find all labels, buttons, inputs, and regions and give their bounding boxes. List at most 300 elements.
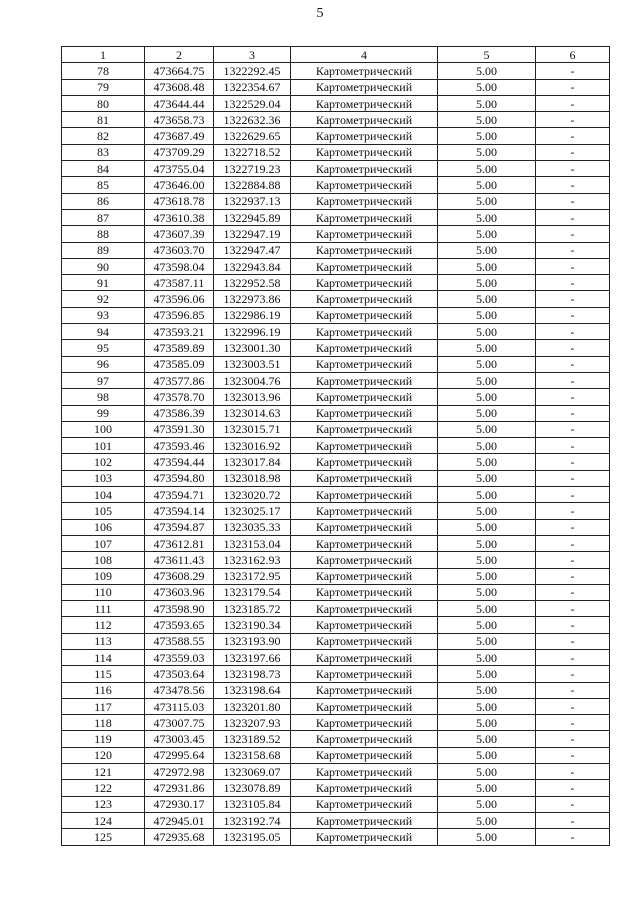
y-coordinate-cell: 1323078.89 bbox=[214, 780, 291, 796]
accuracy-cell: 5.00 bbox=[438, 193, 536, 209]
accuracy-cell: 5.00 bbox=[438, 405, 536, 421]
description-cell: - bbox=[536, 161, 610, 177]
y-coordinate-cell: 1323179.54 bbox=[214, 584, 291, 600]
x-coordinate-cell: 473644.44 bbox=[145, 95, 214, 111]
table-row bbox=[62, 421, 610, 437]
y-coordinate-cell: 1323014.63 bbox=[214, 405, 291, 421]
x-coordinate-cell: 473612.81 bbox=[145, 535, 214, 551]
method-cell: Картометрический bbox=[291, 796, 438, 812]
accuracy-cell: 5.00 bbox=[438, 421, 536, 437]
accuracy-cell: 5.00 bbox=[438, 63, 536, 79]
description-cell: - bbox=[536, 796, 610, 812]
y-coordinate-cell: 1323016.92 bbox=[214, 438, 291, 454]
table-row bbox=[62, 780, 610, 796]
description-cell: - bbox=[536, 128, 610, 144]
accuracy-cell: 5.00 bbox=[438, 209, 536, 225]
point-number-cell: 94 bbox=[62, 324, 145, 340]
accuracy-cell: 5.00 bbox=[438, 666, 536, 682]
x-coordinate-cell: 473503.64 bbox=[145, 666, 214, 682]
accuracy-cell: 5.00 bbox=[438, 715, 536, 731]
method-cell: Картометрический bbox=[291, 209, 438, 225]
method-cell: Картометрический bbox=[291, 95, 438, 111]
x-coordinate-cell: 473594.87 bbox=[145, 519, 214, 535]
point-number-cell: 122 bbox=[62, 780, 145, 796]
y-coordinate-cell: 1322719.23 bbox=[214, 161, 291, 177]
accuracy-cell: 5.00 bbox=[438, 829, 536, 845]
method-cell: Картометрический bbox=[291, 829, 438, 845]
description-cell: - bbox=[536, 487, 610, 503]
point-number-cell: 81 bbox=[62, 112, 145, 128]
description-cell: - bbox=[536, 79, 610, 95]
point-number-cell: 117 bbox=[62, 698, 145, 714]
y-coordinate-cell: 1323015.71 bbox=[214, 421, 291, 437]
method-cell: Картометрический bbox=[291, 324, 438, 340]
column-header: 6 bbox=[536, 47, 610, 63]
accuracy-cell: 5.00 bbox=[438, 128, 536, 144]
x-coordinate-cell: 473478.56 bbox=[145, 682, 214, 698]
coordinates-table bbox=[61, 46, 610, 846]
accuracy-cell: 5.00 bbox=[438, 291, 536, 307]
method-cell: Картометрический bbox=[291, 307, 438, 323]
table-row bbox=[62, 666, 610, 682]
y-coordinate-cell: 1323153.04 bbox=[214, 535, 291, 551]
table-row bbox=[62, 617, 610, 633]
point-number-cell: 84 bbox=[62, 161, 145, 177]
x-coordinate-cell: 473578.70 bbox=[145, 389, 214, 405]
y-coordinate-cell: 1323035.33 bbox=[214, 519, 291, 535]
accuracy-cell: 5.00 bbox=[438, 584, 536, 600]
method-cell: Картометрический bbox=[291, 405, 438, 421]
table-row bbox=[62, 389, 610, 405]
column-header: 1 bbox=[62, 47, 145, 63]
point-number-cell: 102 bbox=[62, 454, 145, 470]
accuracy-cell: 5.00 bbox=[438, 601, 536, 617]
description-cell: - bbox=[536, 503, 610, 519]
accuracy-cell: 5.00 bbox=[438, 552, 536, 568]
y-coordinate-cell: 1322292.45 bbox=[214, 63, 291, 79]
accuracy-cell: 5.00 bbox=[438, 177, 536, 193]
table-row bbox=[62, 747, 610, 763]
method-cell: Картометрический bbox=[291, 389, 438, 405]
table-row bbox=[62, 209, 610, 225]
y-coordinate-cell: 1323190.34 bbox=[214, 617, 291, 633]
y-coordinate-cell: 1323201.80 bbox=[214, 698, 291, 714]
description-cell: - bbox=[536, 421, 610, 437]
description-cell: - bbox=[536, 144, 610, 160]
description-cell: - bbox=[536, 519, 610, 535]
method-cell: Картометрический bbox=[291, 356, 438, 372]
x-coordinate-cell: 473709.29 bbox=[145, 144, 214, 160]
accuracy-cell: 5.00 bbox=[438, 324, 536, 340]
method-cell: Картометрический bbox=[291, 63, 438, 79]
table-row bbox=[62, 324, 610, 340]
y-coordinate-cell: 1323189.52 bbox=[214, 731, 291, 747]
description-cell: - bbox=[536, 568, 610, 584]
point-number-cell: 124 bbox=[62, 812, 145, 828]
method-cell: Картометрический bbox=[291, 161, 438, 177]
y-coordinate-cell: 1323185.72 bbox=[214, 601, 291, 617]
y-coordinate-cell: 1323197.66 bbox=[214, 649, 291, 665]
y-coordinate-cell: 1322718.52 bbox=[214, 144, 291, 160]
method-cell: Картометрический bbox=[291, 568, 438, 584]
x-coordinate-cell: 473610.38 bbox=[145, 209, 214, 225]
accuracy-cell: 5.00 bbox=[438, 438, 536, 454]
description-cell: - bbox=[536, 633, 610, 649]
point-number-cell: 110 bbox=[62, 584, 145, 600]
x-coordinate-cell: 473585.09 bbox=[145, 356, 214, 372]
description-cell: - bbox=[536, 747, 610, 763]
table-row bbox=[62, 584, 610, 600]
table-row bbox=[62, 193, 610, 209]
method-cell: Картометрический bbox=[291, 421, 438, 437]
accuracy-cell: 5.00 bbox=[438, 682, 536, 698]
y-coordinate-cell: 1323193.90 bbox=[214, 633, 291, 649]
table-row bbox=[62, 144, 610, 160]
accuracy-cell: 5.00 bbox=[438, 275, 536, 291]
method-cell: Картометрический bbox=[291, 226, 438, 242]
method-cell: Картометрический bbox=[291, 177, 438, 193]
y-coordinate-cell: 1323003.51 bbox=[214, 356, 291, 372]
y-coordinate-cell: 1323013.96 bbox=[214, 389, 291, 405]
point-number-cell: 97 bbox=[62, 372, 145, 388]
y-coordinate-cell: 1323025.17 bbox=[214, 503, 291, 519]
accuracy-cell: 5.00 bbox=[438, 161, 536, 177]
table-row bbox=[62, 95, 610, 111]
method-cell: Картометрический bbox=[291, 144, 438, 160]
y-coordinate-cell: 1322943.84 bbox=[214, 258, 291, 274]
y-coordinate-cell: 1322354.67 bbox=[214, 79, 291, 95]
method-cell: Картометрический bbox=[291, 438, 438, 454]
page-number: 5 bbox=[316, 6, 324, 21]
table-row bbox=[62, 764, 610, 780]
y-coordinate-cell: 1323198.73 bbox=[214, 666, 291, 682]
method-cell: Картометрический bbox=[291, 470, 438, 486]
x-coordinate-cell: 473608.48 bbox=[145, 79, 214, 95]
x-coordinate-cell: 473755.04 bbox=[145, 161, 214, 177]
point-number-cell: 121 bbox=[62, 764, 145, 780]
point-number-cell: 93 bbox=[62, 307, 145, 323]
point-number-cell: 80 bbox=[62, 95, 145, 111]
table-row bbox=[62, 372, 610, 388]
accuracy-cell: 5.00 bbox=[438, 372, 536, 388]
method-cell: Картометрический bbox=[291, 340, 438, 356]
y-coordinate-cell: 1323172.95 bbox=[214, 568, 291, 584]
point-number-cell: 105 bbox=[62, 503, 145, 519]
y-coordinate-cell: 1322947.19 bbox=[214, 226, 291, 242]
x-coordinate-cell: 473588.55 bbox=[145, 633, 214, 649]
description-cell: - bbox=[536, 242, 610, 258]
table-row bbox=[62, 601, 610, 617]
description-cell: - bbox=[536, 649, 610, 665]
accuracy-cell: 5.00 bbox=[438, 568, 536, 584]
table-row bbox=[62, 519, 610, 535]
accuracy-cell: 5.00 bbox=[438, 535, 536, 551]
description-cell: - bbox=[536, 340, 610, 356]
description-cell: - bbox=[536, 193, 610, 209]
x-coordinate-cell: 473687.49 bbox=[145, 128, 214, 144]
x-coordinate-cell: 472930.17 bbox=[145, 796, 214, 812]
point-number-cell: 111 bbox=[62, 601, 145, 617]
method-cell: Картометрический bbox=[291, 731, 438, 747]
description-cell: - bbox=[536, 764, 610, 780]
description-cell: - bbox=[536, 812, 610, 828]
description-cell: - bbox=[536, 715, 610, 731]
point-number-cell: 96 bbox=[62, 356, 145, 372]
y-coordinate-cell: 1322947.47 bbox=[214, 242, 291, 258]
point-number-cell: 83 bbox=[62, 144, 145, 160]
table-row bbox=[62, 275, 610, 291]
point-number-cell: 116 bbox=[62, 682, 145, 698]
method-cell: Картометрический bbox=[291, 649, 438, 665]
table-row bbox=[62, 503, 610, 519]
point-number-cell: 87 bbox=[62, 209, 145, 225]
x-coordinate-cell: 473003.45 bbox=[145, 731, 214, 747]
description-cell: - bbox=[536, 584, 610, 600]
y-coordinate-cell: 1322996.19 bbox=[214, 324, 291, 340]
description-cell: - bbox=[536, 389, 610, 405]
table-row bbox=[62, 112, 610, 128]
x-coordinate-cell: 473591.30 bbox=[145, 421, 214, 437]
method-cell: Картометрический bbox=[291, 633, 438, 649]
description-cell: - bbox=[536, 731, 610, 747]
point-number-cell: 85 bbox=[62, 177, 145, 193]
column-header: 2 bbox=[145, 47, 214, 63]
y-coordinate-cell: 1323001.30 bbox=[214, 340, 291, 356]
accuracy-cell: 5.00 bbox=[438, 503, 536, 519]
description-cell: - bbox=[536, 698, 610, 714]
table-header-row bbox=[62, 47, 610, 63]
y-coordinate-cell: 1323018.98 bbox=[214, 470, 291, 486]
point-number-cell: 91 bbox=[62, 275, 145, 291]
point-number-cell: 107 bbox=[62, 535, 145, 551]
method-cell: Картометрический bbox=[291, 552, 438, 568]
point-number-cell: 106 bbox=[62, 519, 145, 535]
table-row bbox=[62, 796, 610, 812]
accuracy-cell: 5.00 bbox=[438, 796, 536, 812]
accuracy-cell: 5.00 bbox=[438, 112, 536, 128]
description-cell: - bbox=[536, 112, 610, 128]
method-cell: Картометрический bbox=[291, 519, 438, 535]
accuracy-cell: 5.00 bbox=[438, 144, 536, 160]
x-coordinate-cell: 473577.86 bbox=[145, 372, 214, 388]
accuracy-cell: 5.00 bbox=[438, 356, 536, 372]
description-cell: - bbox=[536, 95, 610, 111]
table-row bbox=[62, 161, 610, 177]
x-coordinate-cell: 473594.44 bbox=[145, 454, 214, 470]
y-coordinate-cell: 1322529.04 bbox=[214, 95, 291, 111]
x-coordinate-cell: 473598.90 bbox=[145, 601, 214, 617]
point-number-cell: 113 bbox=[62, 633, 145, 649]
description-cell: - bbox=[536, 63, 610, 79]
y-coordinate-cell: 1323105.84 bbox=[214, 796, 291, 812]
x-coordinate-cell: 473593.46 bbox=[145, 438, 214, 454]
y-coordinate-cell: 1323207.93 bbox=[214, 715, 291, 731]
x-coordinate-cell: 473608.29 bbox=[145, 568, 214, 584]
accuracy-cell: 5.00 bbox=[438, 617, 536, 633]
method-cell: Картометрический bbox=[291, 258, 438, 274]
point-number-cell: 92 bbox=[62, 291, 145, 307]
point-number-cell: 90 bbox=[62, 258, 145, 274]
point-number-cell: 118 bbox=[62, 715, 145, 731]
description-cell: - bbox=[536, 682, 610, 698]
accuracy-cell: 5.00 bbox=[438, 258, 536, 274]
description-cell: - bbox=[536, 535, 610, 551]
method-cell: Картометрический bbox=[291, 698, 438, 714]
point-number-cell: 114 bbox=[62, 649, 145, 665]
accuracy-cell: 5.00 bbox=[438, 649, 536, 665]
method-cell: Картометрический bbox=[291, 812, 438, 828]
point-number-cell: 115 bbox=[62, 666, 145, 682]
table-row bbox=[62, 682, 610, 698]
point-number-cell: 78 bbox=[62, 63, 145, 79]
x-coordinate-cell: 473586.39 bbox=[145, 405, 214, 421]
point-number-cell: 86 bbox=[62, 193, 145, 209]
x-coordinate-cell: 472935.68 bbox=[145, 829, 214, 845]
x-coordinate-cell: 473587.11 bbox=[145, 275, 214, 291]
table-row bbox=[62, 829, 610, 845]
description-cell: - bbox=[536, 177, 610, 193]
accuracy-cell: 5.00 bbox=[438, 389, 536, 405]
description-cell: - bbox=[536, 307, 610, 323]
table-row bbox=[62, 568, 610, 584]
y-coordinate-cell: 1323158.68 bbox=[214, 747, 291, 763]
x-coordinate-cell: 472931.86 bbox=[145, 780, 214, 796]
point-number-cell: 79 bbox=[62, 79, 145, 95]
method-cell: Картометрический bbox=[291, 682, 438, 698]
point-number-cell: 108 bbox=[62, 552, 145, 568]
table-body bbox=[62, 63, 610, 845]
method-cell: Картометрический bbox=[291, 747, 438, 763]
description-cell: - bbox=[536, 601, 610, 617]
table-row bbox=[62, 812, 610, 828]
description-cell: - bbox=[536, 324, 610, 340]
accuracy-cell: 5.00 bbox=[438, 79, 536, 95]
table-row bbox=[62, 633, 610, 649]
y-coordinate-cell: 1322884.88 bbox=[214, 177, 291, 193]
table-row bbox=[62, 242, 610, 258]
point-number-cell: 95 bbox=[62, 340, 145, 356]
y-coordinate-cell: 1322945.89 bbox=[214, 209, 291, 225]
y-coordinate-cell: 1322937.13 bbox=[214, 193, 291, 209]
accuracy-cell: 5.00 bbox=[438, 470, 536, 486]
table-row bbox=[62, 454, 610, 470]
table-row bbox=[62, 715, 610, 731]
table-row bbox=[62, 63, 610, 79]
y-coordinate-cell: 1323069.07 bbox=[214, 764, 291, 780]
accuracy-cell: 5.00 bbox=[438, 764, 536, 780]
point-number-cell: 100 bbox=[62, 421, 145, 437]
table-row bbox=[62, 649, 610, 665]
description-cell: - bbox=[536, 275, 610, 291]
y-coordinate-cell: 1323017.84 bbox=[214, 454, 291, 470]
y-coordinate-cell: 1323162.93 bbox=[214, 552, 291, 568]
table-row bbox=[62, 470, 610, 486]
point-number-cell: 82 bbox=[62, 128, 145, 144]
x-coordinate-cell: 473646.00 bbox=[145, 177, 214, 193]
method-cell: Картометрический bbox=[291, 584, 438, 600]
method-cell: Картометрический bbox=[291, 372, 438, 388]
y-coordinate-cell: 1323004.76 bbox=[214, 372, 291, 388]
y-coordinate-cell: 1323198.64 bbox=[214, 682, 291, 698]
accuracy-cell: 5.00 bbox=[438, 698, 536, 714]
column-header: 4 bbox=[291, 47, 438, 63]
x-coordinate-cell: 473607.39 bbox=[145, 226, 214, 242]
point-number-cell: 125 bbox=[62, 829, 145, 845]
description-cell: - bbox=[536, 356, 610, 372]
description-cell: - bbox=[536, 291, 610, 307]
point-number-cell: 103 bbox=[62, 470, 145, 486]
y-coordinate-cell: 1323195.05 bbox=[214, 829, 291, 845]
x-coordinate-cell: 473658.73 bbox=[145, 112, 214, 128]
method-cell: Картометрический bbox=[291, 487, 438, 503]
table-row bbox=[62, 356, 610, 372]
table-row bbox=[62, 291, 610, 307]
description-cell: - bbox=[536, 666, 610, 682]
table-row bbox=[62, 552, 610, 568]
x-coordinate-cell: 473589.89 bbox=[145, 340, 214, 356]
accuracy-cell: 5.00 bbox=[438, 307, 536, 323]
x-coordinate-cell: 473603.96 bbox=[145, 584, 214, 600]
accuracy-cell: 5.00 bbox=[438, 747, 536, 763]
table-row bbox=[62, 731, 610, 747]
accuracy-cell: 5.00 bbox=[438, 633, 536, 649]
x-coordinate-cell: 473559.03 bbox=[145, 649, 214, 665]
y-coordinate-cell: 1322632.36 bbox=[214, 112, 291, 128]
table-row bbox=[62, 698, 610, 714]
method-cell: Картометрический bbox=[291, 601, 438, 617]
description-cell: - bbox=[536, 209, 610, 225]
accuracy-cell: 5.00 bbox=[438, 519, 536, 535]
table-row bbox=[62, 438, 610, 454]
method-cell: Картометрический bbox=[291, 242, 438, 258]
accuracy-cell: 5.00 bbox=[438, 340, 536, 356]
method-cell: Картометрический bbox=[291, 780, 438, 796]
table-row bbox=[62, 487, 610, 503]
x-coordinate-cell: 473618.78 bbox=[145, 193, 214, 209]
point-number-cell: 112 bbox=[62, 617, 145, 633]
x-coordinate-cell: 472945.01 bbox=[145, 812, 214, 828]
description-cell: - bbox=[536, 226, 610, 242]
point-number-cell: 104 bbox=[62, 487, 145, 503]
description-cell: - bbox=[536, 617, 610, 633]
x-coordinate-cell: 473611.43 bbox=[145, 552, 214, 568]
y-coordinate-cell: 1322952.58 bbox=[214, 275, 291, 291]
x-coordinate-cell: 473594.71 bbox=[145, 487, 214, 503]
accuracy-cell: 5.00 bbox=[438, 454, 536, 470]
table-row bbox=[62, 128, 610, 144]
x-coordinate-cell: 473598.04 bbox=[145, 258, 214, 274]
point-number-cell: 89 bbox=[62, 242, 145, 258]
column-header: 5 bbox=[438, 47, 536, 63]
accuracy-cell: 5.00 bbox=[438, 487, 536, 503]
column-header: 3 bbox=[214, 47, 291, 63]
method-cell: Картометрический bbox=[291, 193, 438, 209]
y-coordinate-cell: 1322986.19 bbox=[214, 307, 291, 323]
point-number-cell: 109 bbox=[62, 568, 145, 584]
method-cell: Картометрический bbox=[291, 666, 438, 682]
accuracy-cell: 5.00 bbox=[438, 242, 536, 258]
x-coordinate-cell: 473596.85 bbox=[145, 307, 214, 323]
table-row bbox=[62, 258, 610, 274]
x-coordinate-cell: 473593.65 bbox=[145, 617, 214, 633]
method-cell: Картометрический bbox=[291, 454, 438, 470]
method-cell: Картометрический bbox=[291, 112, 438, 128]
method-cell: Картометрический bbox=[291, 79, 438, 95]
description-cell: - bbox=[536, 454, 610, 470]
point-number-cell: 123 bbox=[62, 796, 145, 812]
x-coordinate-cell: 473593.21 bbox=[145, 324, 214, 340]
table-row bbox=[62, 307, 610, 323]
